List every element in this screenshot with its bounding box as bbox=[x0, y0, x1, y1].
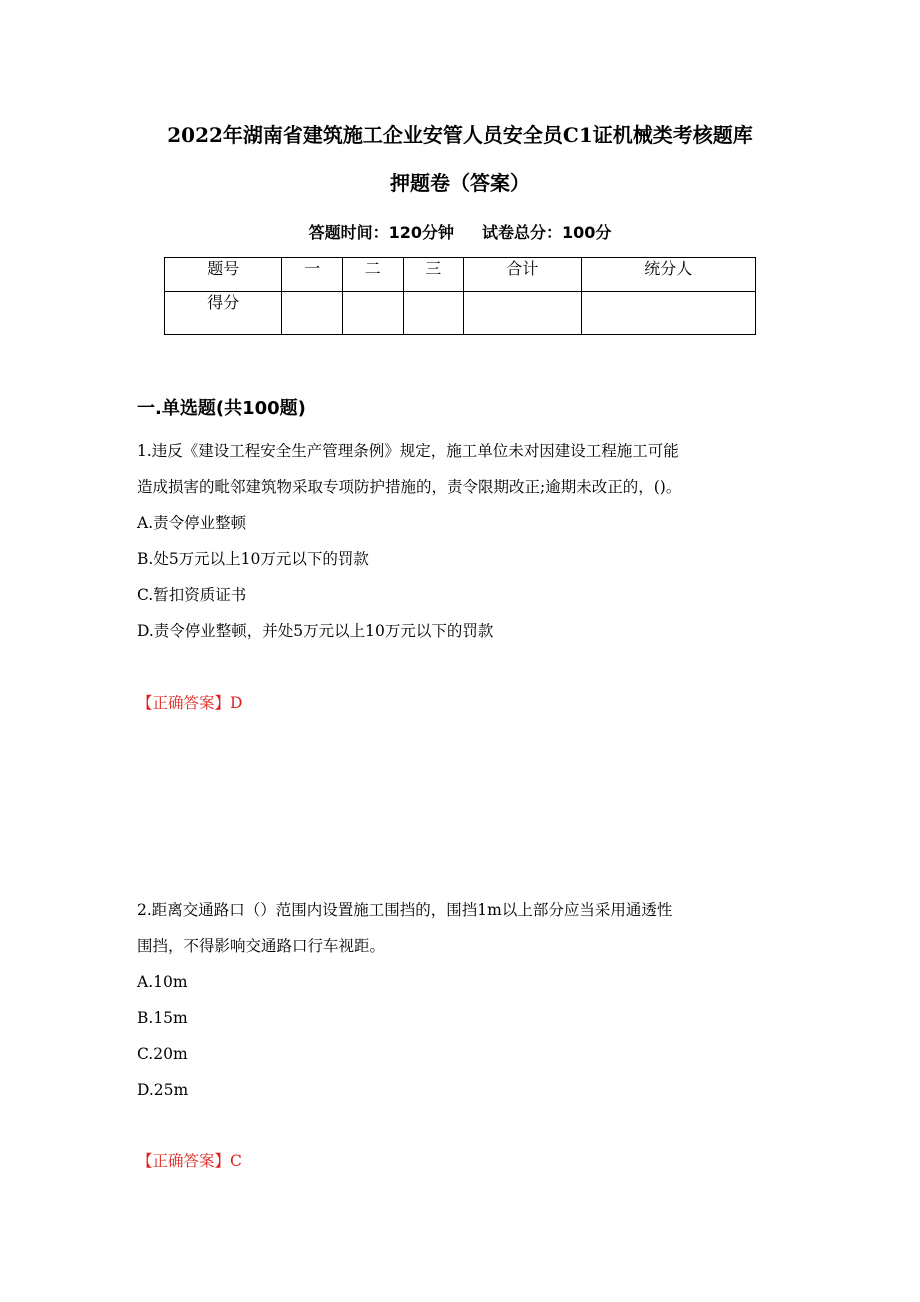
score-table bbox=[164, 257, 756, 335]
score-cell bbox=[464, 292, 581, 335]
score-header-cell: 二 bbox=[343, 258, 404, 292]
score-cell bbox=[282, 292, 343, 335]
question-stem-line: 2.距离交通路口（）范围内设置施工围挡的，围挡1m以上部分应当采用通透性 bbox=[137, 901, 673, 919]
question-option: B.15m bbox=[137, 1009, 188, 1027]
exam-title-line-1: 2022年湖南省建筑施工企业安管人员安全员C1证机械类考核题库 bbox=[167, 123, 753, 147]
score-cell bbox=[343, 292, 404, 335]
question-option: A.责令停业整顿 bbox=[137, 514, 247, 532]
score-header-cell: 合计 bbox=[464, 258, 581, 292]
question-stem-line: 围挡，不得影响交通路口行车视距。 bbox=[137, 937, 386, 955]
score-table-score-row bbox=[165, 292, 756, 335]
score-header-cell: 一 bbox=[282, 258, 343, 292]
score-header-cell: 统分人 bbox=[581, 258, 755, 292]
score-cell bbox=[403, 292, 464, 335]
exam-total-score: 试卷总分：100分 bbox=[482, 223, 612, 242]
score-row-label: 得分 bbox=[165, 292, 282, 335]
score-table-header-row bbox=[165, 258, 756, 292]
question-2-answer: 【正确答案】C bbox=[137, 1152, 242, 1170]
question-option: A.10m bbox=[137, 973, 188, 991]
section-title: 一.单选题(共100题) bbox=[137, 398, 306, 419]
question-option: D.25m bbox=[137, 1081, 189, 1099]
question-option: C.暂扣资质证书 bbox=[137, 586, 247, 604]
question-2-stem bbox=[137, 892, 787, 1108]
question-option: C.20m bbox=[137, 1045, 188, 1063]
exam-meta bbox=[0, 222, 920, 244]
question-option: B.处5万元以上10万元以下的罚款 bbox=[137, 550, 369, 568]
question-stem-line: 造成损害的毗邻建筑物采取专项防护措施的，责令限期改正;逾期未改正的，()。 bbox=[137, 478, 682, 496]
score-header-cell: 三 bbox=[403, 258, 464, 292]
question-option: D.责令停业整顿，并处5万元以上10万元以下的罚款 bbox=[137, 622, 494, 640]
question-1-answer: 【正确答案】D bbox=[137, 694, 243, 712]
question-stem-line: 1.违反《建设工程安全生产管理条例》规定，施工单位未对因建设工程施工可能 bbox=[137, 442, 679, 460]
score-cell bbox=[581, 292, 755, 335]
exam-title-line-2: 押题卷（答案） bbox=[390, 171, 530, 195]
question-1-stem bbox=[137, 433, 787, 649]
score-header-cell: 题号 bbox=[165, 258, 282, 292]
exam-time: 答题时间：120分钟 bbox=[308, 223, 454, 242]
